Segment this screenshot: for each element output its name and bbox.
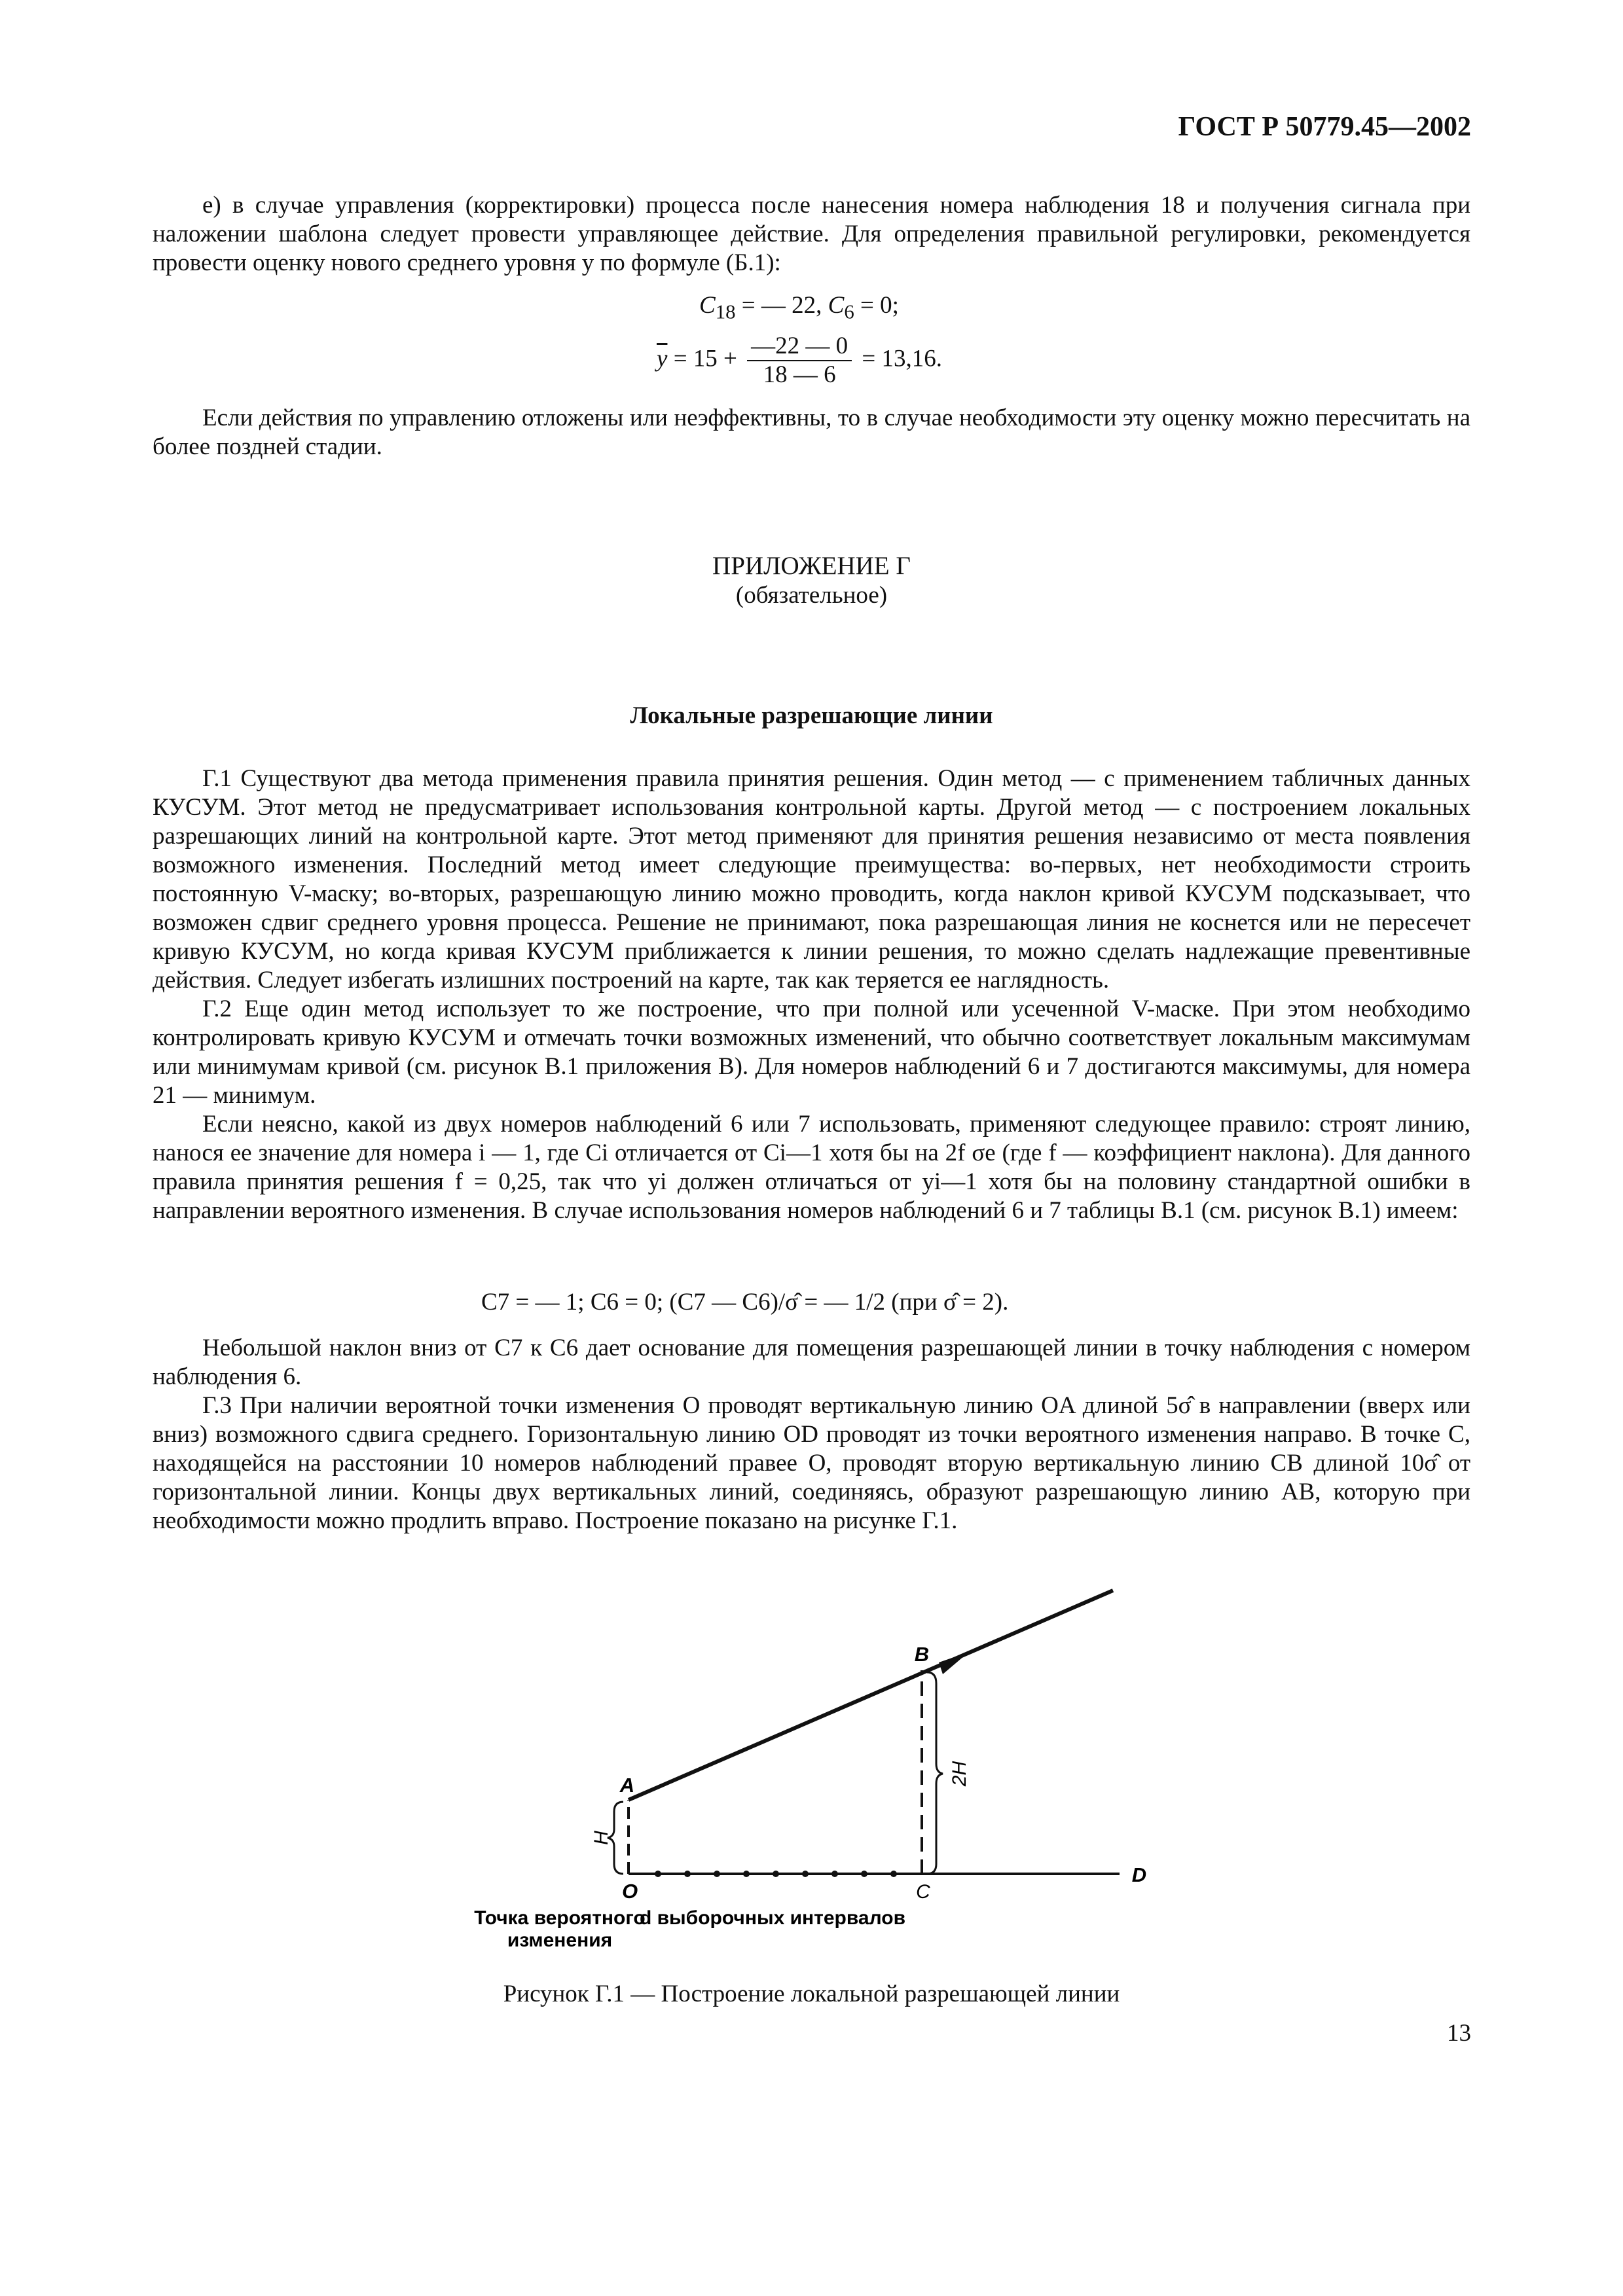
paragraph-g2-rule: Если неясно, какой из двух номеров наблюдений 6 или 7 использовать, применяют следующее правило: строят линию, нанося ее значение для номера i — 1, где Ci отличается от Ci—1 хотя бы на 2f σe (где f — коэффициент наклона). Для данного правила принятия решения f = 0,25, так что yi должен отличаться от yi—1 хотя бы на половину стандартной ошибки в направлении вероятного изменения. В случае использования номеров наблюдений 6 и 7 таблицы В.1 (см. рисунок В.1) имеем:: [153, 1111, 1470, 1224]
figure-caption: Рисунок Г.1 — Построение локальной разрешающей линии: [503, 1981, 1120, 2007]
fraction-numerator: —22 — 0: [747, 332, 852, 361]
formula-c7-c6: C7 = — 1; C6 = 0; (C7 — C6)/σ̂ = — 1/2 (при σ̂ = 2).: [481, 1289, 1009, 1316]
body-block-2: [153, 1334, 1470, 1535]
label-change-point-1: Точка вероятного: [474, 1907, 646, 1929]
formula-c18: $C_{18}$ = — 22, $C_6 = 0$;: [699, 292, 899, 323]
label-h: H: [591, 1831, 612, 1845]
standard-header: ГОСТ Р 50779.45—2002: [1178, 112, 1471, 142]
label-o: O: [621, 1880, 638, 1903]
label-c: C: [916, 1881, 930, 1903]
paragraph-g2-slope: Небольшой наклон вниз от C7 к C6 дает основание для помещения разрешающей линии в точку наблюдения с номером наблюдения 6.: [153, 1335, 1470, 1390]
arrow-head-icon: [939, 1652, 969, 1674]
brace-2h: [927, 1672, 943, 1874]
fraction: [747, 332, 852, 389]
formula-y-mean: $\overline{y} = 15$ + $\frac{—22 — 0}{18 — 6}$ = 13,16.: [657, 332, 943, 388]
intro-after-block: [153, 404, 1470, 461]
label-change-point-2: изменения: [507, 1929, 613, 1951]
page-number: 13: [1447, 2020, 1471, 2047]
fraction-denominator: 18 — 6: [763, 361, 836, 388]
paragraph-e: е) в случае управления (корректировки) процесса после нанесения номера наблюдения 18 и получения сигнала при наложении шаблона следует провести управляющее действие. Для определения правильной регулировки, рекомендуется провести оценку нового среднего уровня y по формуле (Б.1):: [153, 192, 1470, 276]
label-b: B: [914, 1643, 930, 1666]
paragraph-after-formula: Если действия по управлению отложены или неэффективны, то в случае необходимости эту оценку можно пересчитать на более поздней стадии.: [153, 404, 1470, 460]
label-sample-intervals: d выборочных интервалов: [639, 1907, 906, 1929]
paragraph-g3: Г.3 При наличии вероятной точки изменения O проводят вертикальную линию OA длиной 5σ̂ в направлении (вверх или вниз) возможного сдвига среднего. Горизонтальную линию OD проводят из точки вероятного изменения направо. В точке C, находящейся на расстоянии 10 номеров наблюдений правее O, проводят вторую вертикальную линию CB длиной 10σ̂ от горизонтальной линии. Концы двух вертикальных линий, соединяясь, образуют разрешающую линию AB, которую при необходимости можно продлить вправо. Построение показано на рисунке Г.1.: [153, 1392, 1470, 1534]
label-2h: 2H: [949, 1761, 970, 1787]
section-title: Локальные разрешающие линии: [630, 702, 993, 729]
appendix-subtitle: (обязательное): [735, 582, 888, 609]
body-block: [153, 764, 1470, 1225]
line-ab: [629, 1590, 1113, 1800]
paragraph-g2: Г.2 Еще один метод использует то же построение, что при полной или усеченной V-маске. При этом необходимо контролировать кривую КУСУМ и отмечать точки возможных изменений, что обычно соответствует локальным максимумам или минимумам кривой (см. рисунок В.1 приложения В). Для номеров наблюдений 6 и 7 достигаются максимумы, для номера 21 — минимум.: [153, 996, 1470, 1109]
figure-g1: [458, 1584, 1178, 1977]
appendix-title: ПРИЛОЖЕНИЕ Г: [712, 552, 911, 580]
label-a: A: [619, 1774, 635, 1797]
intro-block: [153, 191, 1470, 278]
paragraph-g1: Г.1 Существуют два метода применения правила принятия решения. Один метод — с применением табличных данных КУСУМ. Этот метод не предусматривает использования контрольной карты. Другой метод — с построением локальных разрешающих линий на контрольной карте. Этот метод применяют для принятия решения независимо от места появления возможного изменения. Последний метод имеет следующие преимущества: во-первых, нет необходимости строить постоянную V-маску; во-вторых, разрешающую линию можно проводить, когда наклон кривой КУСУМ подсказывает, что возможен сдвиг среднего уровня процесса. Решение не принимают, пока разрешающая линия не коснется или не пересечет кривую КУСУМ, но когда кривая КУСУМ приближается к линии решения, то можно сделать надлежащие превентивные действия. Следует избегать излишних построений на карте, так как теряется ее наглядность.: [153, 765, 1470, 994]
label-d: D: [1131, 1863, 1147, 1886]
